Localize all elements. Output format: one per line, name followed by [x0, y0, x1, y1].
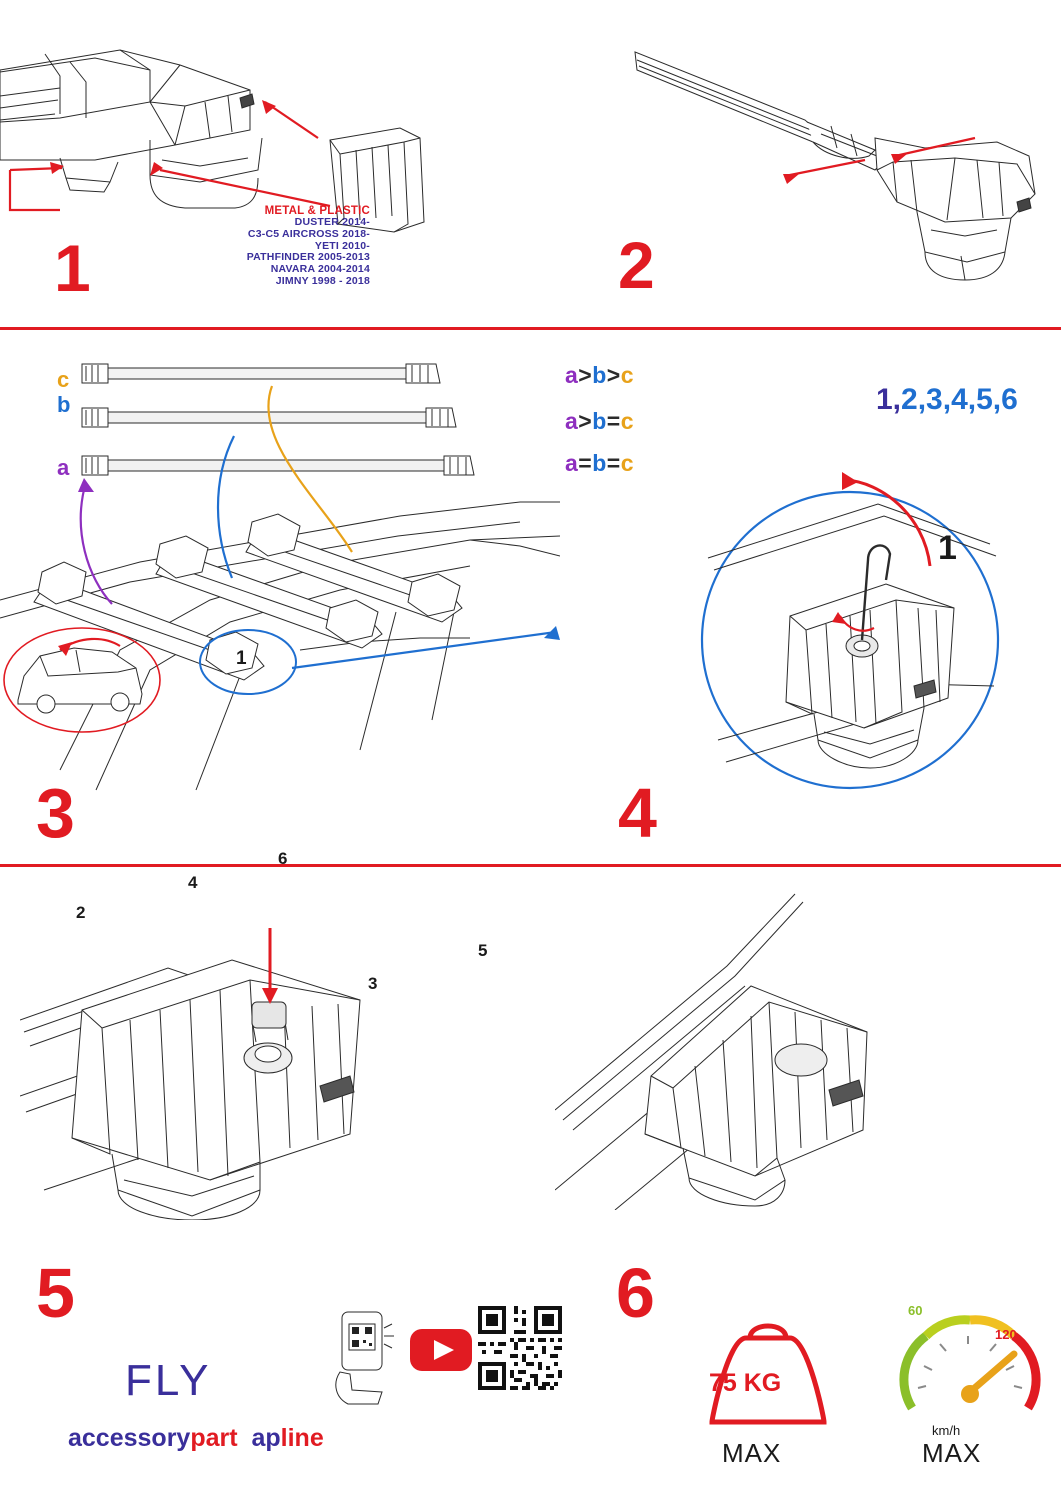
youtube-icon[interactable]: [408, 1325, 478, 1375]
weight-max-label: MAX: [722, 1438, 782, 1468]
step-number-2: 2: [618, 228, 655, 302]
sequence-rest: 2,3,4,5,6: [901, 383, 1018, 416]
callout-4: 4: [188, 873, 198, 892]
vehicle-3: PATHFINDER 2005-2013: [246, 251, 370, 264]
step4-sequence: [876, 383, 1018, 417]
sequence-prefix: 1,: [876, 383, 902, 416]
bar-label-a: a: [57, 455, 70, 480]
speed-limit-icon: [890, 1300, 1050, 1440]
bar-label-c: c: [57, 367, 70, 392]
inequality-3: a=b=c: [565, 450, 635, 476]
vehicle-1: C3-C5 AIRCROSS 2018-: [247, 227, 370, 240]
callout-6: 6: [278, 849, 288, 868]
line-text: line: [280, 1424, 324, 1452]
callout-1: 1: [236, 648, 247, 669]
brand-wordmark: [68, 1424, 324, 1453]
metal-plastic-heading: METAL & PLASTIC: [264, 205, 370, 217]
step2-illustration: [625, 30, 1045, 290]
step-number-5: 5: [36, 1254, 75, 1332]
inequality-1: a>b>c: [565, 362, 635, 388]
vehicle-2: YETI 2010-: [314, 239, 370, 252]
step5-illustration: [20, 890, 490, 1220]
step-number-3: 3: [36, 774, 75, 852]
callout-2: 2: [76, 903, 86, 922]
speed-tick-min: 60: [908, 1303, 923, 1318]
weight-value: 75 KG: [709, 1369, 782, 1397]
callout-5: 5: [478, 941, 488, 960]
step-number-4: 4: [618, 774, 657, 852]
part-text: part: [190, 1424, 238, 1452]
step-number-6: 6: [616, 1254, 655, 1332]
bar-label-b: b: [57, 392, 71, 417]
step1-vehicle-list: [140, 205, 370, 288]
vehicle-5: JIMNY 1998 - 2018: [275, 274, 370, 287]
step4-illustration: [618, 440, 1048, 790]
step4-turn-number: 1: [938, 529, 957, 567]
divider-bottom: [0, 864, 1061, 867]
accessory-text: accessory: [68, 1424, 191, 1452]
step3-illustration: [0, 350, 560, 840]
inequality-2: a>b=c: [565, 408, 635, 434]
speed-tick-max: 120: [995, 1327, 1017, 1342]
callout-3: 3: [368, 974, 378, 993]
vehicle-4: NAVARA 2004-2014: [270, 263, 370, 275]
phone-scan-icon: [332, 1310, 402, 1410]
vehicle-0: DUSTER 2014-: [294, 216, 370, 228]
speed-unit-label: km/h: [932, 1423, 961, 1438]
qr-code-icon: [478, 1306, 562, 1390]
ap-text: ap: [251, 1424, 281, 1452]
fly-wordmark: FLY: [125, 1356, 212, 1405]
step6-illustration: [555, 880, 985, 1210]
speed-max-label: MAX: [922, 1438, 982, 1468]
step-number-1: 1: [54, 231, 91, 305]
